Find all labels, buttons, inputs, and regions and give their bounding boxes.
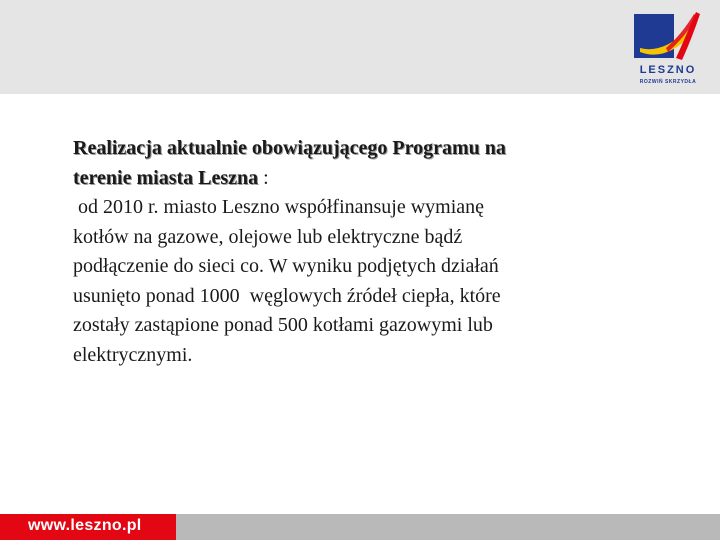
main-content [73, 134, 633, 370]
heading-line-2 [73, 164, 633, 194]
logo-wordmark: LESZNO [639, 64, 697, 76]
body-line-4: usunięto ponad 1000 węglowych źródeł ciepła, które [73, 284, 501, 307]
header-band [0, 0, 720, 94]
heading-city: terenie miasta Leszna [73, 166, 259, 189]
heading-line-1: Realizacja aktualnie obowiązującego Programu na [73, 137, 506, 159]
body-line-6: elektrycznymi. [73, 343, 193, 366]
logo-tagline: ROZWIŃ SKRZYDŁA [639, 79, 697, 85]
body-line-1: od 2010 r. miasto Leszno współfinansuje wymianę [73, 196, 485, 218]
footer-url-link[interactable]: www.leszno.pl [28, 517, 142, 534]
body-line-3: podłączenie do sieci co. W wyniku podjętych działań [73, 255, 499, 277]
body-line-2: kotłów na gazowe, olejowe lub elektryczne bądź [73, 225, 463, 248]
logo-emblem-icon [632, 8, 704, 64]
heading-colon: : [258, 166, 269, 189]
body-line-5: zostały zastąpione ponad 500 kotłami gazowymi lub [73, 314, 493, 336]
leszno-logo [632, 8, 704, 90]
